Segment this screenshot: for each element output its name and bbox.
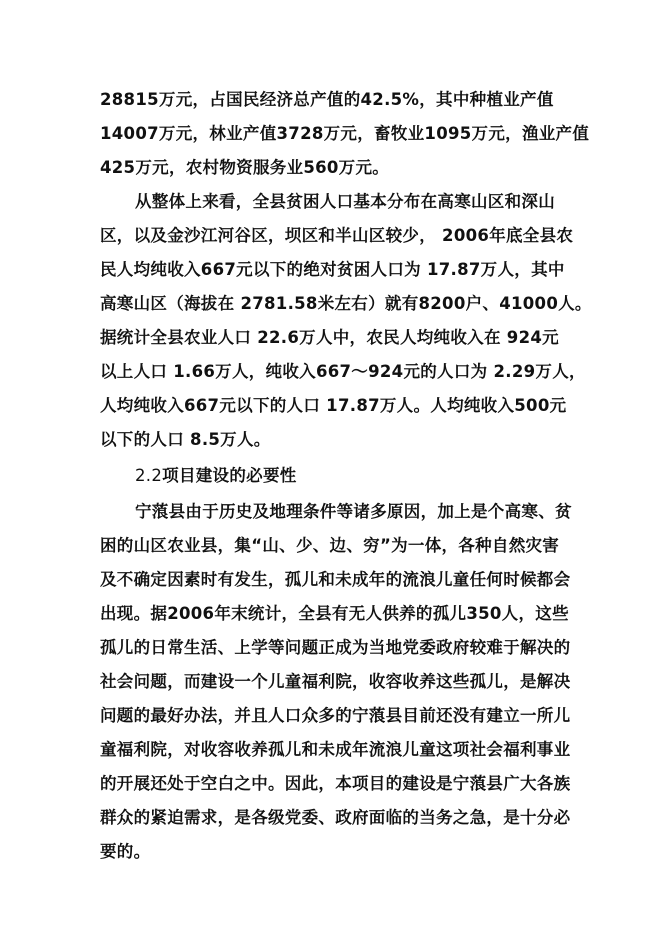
paragraph-3-line-3: 及不确定因素时有发生，孤儿和未成年的流浪儿童任何时候都会 — [100, 570, 571, 589]
paragraph-1-line-1: 28815万元，占国民经济总产值的42.5%，其中种植业产值 — [100, 90, 554, 109]
paragraph-3-line-1: 宁蒗县由于历史及地理条件等诸多原因，加上是个高寒、贫 — [135, 502, 572, 521]
paragraph-1-line-3: 425万元，农村物资服务业560万元。 — [100, 158, 390, 177]
paragraph-2-line-5: 据统计全县农业人口 22.6万人中，农民人均纯收入在 924元 — [100, 328, 559, 347]
paragraph-2-line-2: 区，以及金沙江河谷区，坝区和半山区较少， 2006年底全县农 — [100, 226, 574, 245]
paragraph-3-line-2: 困的山区农业县，集“山、少、边、穷”为一体，各种自然灾害 — [100, 536, 560, 555]
paragraph-2-line-4: 高寒山区（海拔在 2781.58米左右）就有8200户、41000人。 — [100, 294, 592, 313]
paragraph-3-line-7: 问题的最好办法，并且人口众多的宁蒗县目前还没有建立一所儿 — [100, 706, 571, 725]
paragraph-3-line-11: 要的。 — [100, 842, 151, 861]
paragraph-3-line-4: 出现。据2006年末统计，全县有无人供养的孤儿350人，这些 — [100, 604, 569, 623]
section-heading — [135, 466, 297, 486]
paragraph-2-line-6: 以上人口 1.66万人，纯收入667～924元的人口为 2.29万人， — [100, 362, 586, 381]
paragraph-3-line-5: 孤儿的日常生活、上学等问题正成为当地党委政府较难于解决的 — [100, 638, 571, 657]
paragraph-2-line-3: 民人均纯收入667元以下的绝对贫困人口为 17.87万人，其中 — [100, 260, 565, 279]
section-title: 项目建设的必要性 — [162, 466, 297, 485]
paragraph-3-line-10: 群众的紧迫需求，是各级党委、政府面临的当务之急，是十分必 — [100, 808, 571, 827]
paragraph-2-line-1: 从整体上来看，全县贫困人口基本分布在高寒山区和深山 — [135, 192, 555, 211]
paragraph-3-line-9: 的开展还处于空白之中。因此，本项目的建设是宁蒗县广大各族 — [100, 774, 571, 793]
paragraph-3-line-6: 社会问题，而建设一个儿童福利院，收容收养这些孤儿，是解决 — [100, 672, 571, 691]
paragraph-3-line-8: 童福利院，对收容收养孤儿和未成年流浪儿童这项社会福利事业 — [100, 740, 571, 759]
paragraph-2-line-7: 人均纯收入667元以下的人口 17.87万人。人均纯收入500元 — [100, 396, 567, 415]
paragraph-1-line-2: 14007万元，林业产值3728万元，畜牧业1095万元，渔业产值 — [100, 124, 590, 143]
paragraph-2-line-8: 以下的人口 8.5万人。 — [100, 430, 271, 449]
section-number: 2.2 — [135, 466, 163, 485]
